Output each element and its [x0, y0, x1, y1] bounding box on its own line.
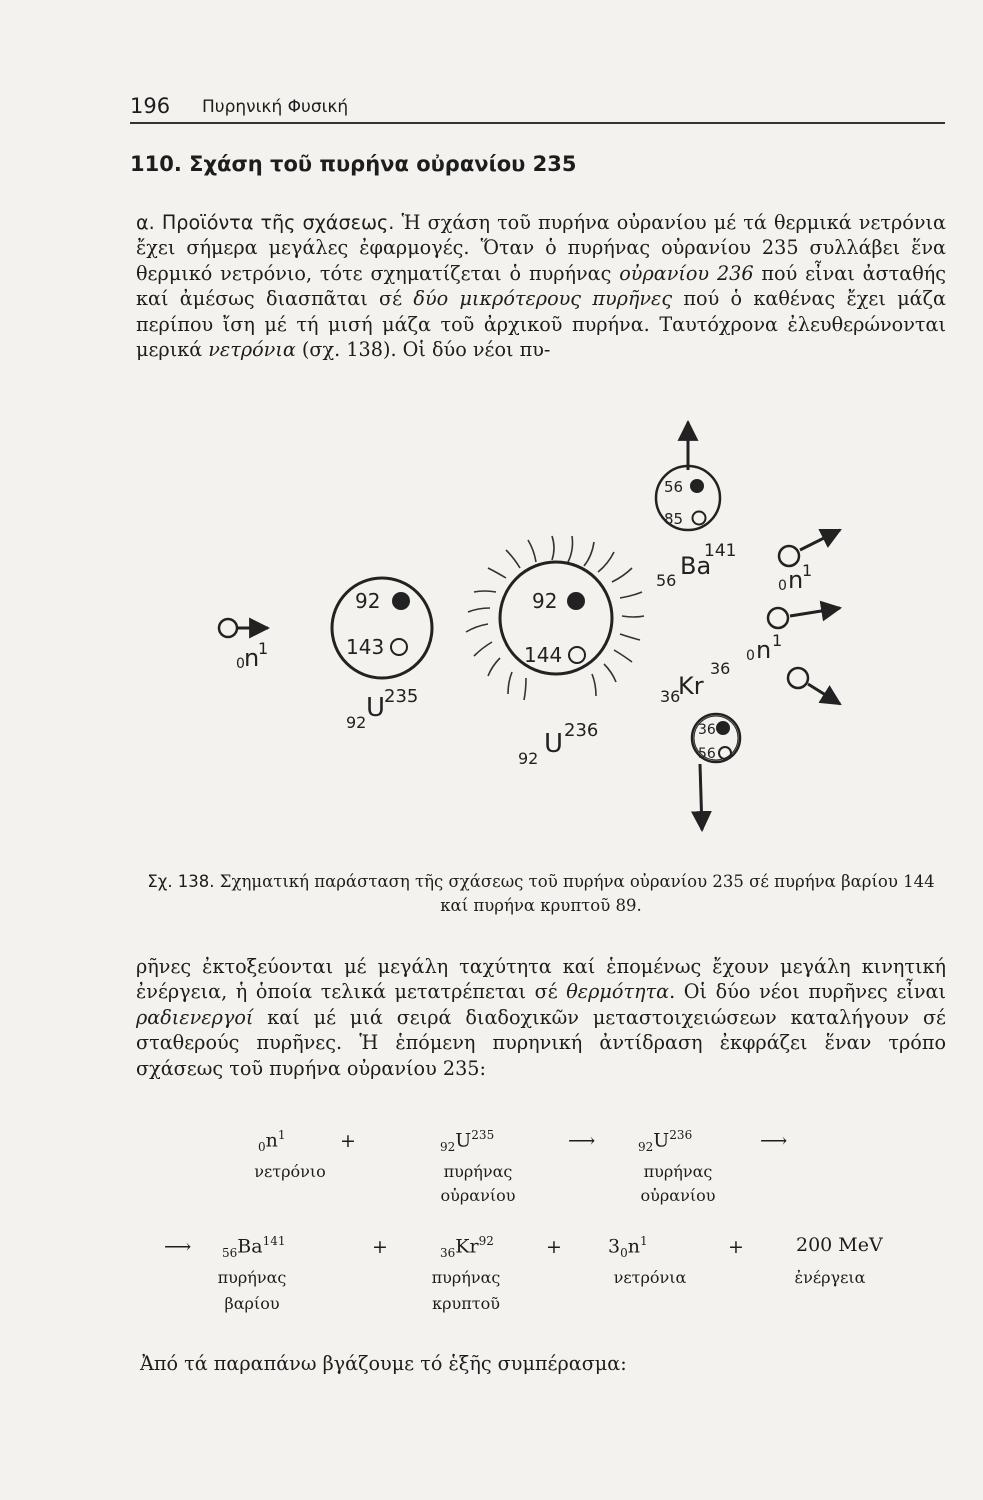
kr-z-label: 36 [710, 659, 731, 678]
krypton-fragment [660, 659, 740, 830]
u235-mass: 235 [384, 686, 419, 707]
ba-protons: 56 [664, 478, 684, 496]
neutron-mass: 1 [258, 639, 269, 658]
u236-nucleus [466, 536, 644, 768]
text: (σχ. 138). Οἱ δύο νέοι πυ- [295, 338, 551, 362]
text: πού εἶναι ἀσταθής καί ἀμέσως διασπᾶται σέ [136, 261, 946, 311]
term-energy: 200 MeV [796, 1234, 883, 1256]
text: . Οἱ δύο νέοι πυρῆνες εἶναι [669, 980, 946, 1004]
figure-caption [136, 870, 946, 918]
emitted-neutron-1 [778, 530, 840, 594]
u236-mass: 236 [564, 720, 599, 741]
term-u236: $_{92}U^{236}$ [638, 1128, 693, 1155]
label-uranium: οὐρανίου [440, 1186, 516, 1205]
kr-z: 36 [660, 687, 681, 706]
label-energy: ἐνέργεια [794, 1268, 866, 1287]
caption-label: Σχ. 138. [147, 872, 215, 891]
label-nucleus: πυρήνας [217, 1268, 287, 1287]
proton-dot [392, 592, 410, 610]
neutron-symbol: n [788, 566, 804, 594]
arrow: ⟶ [568, 1130, 596, 1152]
ba-symbol: Ba [680, 552, 712, 580]
ba-mass: 141 [704, 541, 737, 561]
term-three-neutrons: $3_0n^1$ [608, 1234, 648, 1261]
term-neutron: $_0n^1$ [258, 1128, 286, 1155]
proton-dot [690, 479, 704, 493]
label-nucleus: πυρήνας [643, 1162, 713, 1181]
emph-radioactive: ραδιενεργοί [136, 1005, 254, 1029]
arrow: ⟶ [760, 1130, 788, 1152]
emph-uranium236: οὐρανίου 236 [619, 261, 754, 285]
neutron-symbol: n [756, 636, 772, 664]
paragraph-fragments [136, 954, 946, 1081]
ba-z: 56 [656, 571, 677, 590]
incoming-neutron [219, 619, 268, 672]
arrow: ⟶ [164, 1236, 192, 1258]
u235-nucleus [332, 578, 432, 732]
emph-neutrons: νετρόνια [208, 338, 296, 362]
text: Ἡ σχάση τοῦ πυρήνα οὐρανίου μέ τά θερμικά νετρόνια ἔχει σήμερα μεγάλες ἐφαρμογές. Ὅταν ὁ πυρήνας οὐρανίου 235 συλλάβει ἕνα θερμικό νετρόνιο, τότε σχηματίζεται ὁ πυρήνας [136, 211, 946, 285]
u235-protons: 92 [355, 589, 381, 613]
neutron-z: 0 [746, 648, 755, 664]
barium-fragment [656, 422, 736, 590]
label-nucleus: πυρήνας [431, 1268, 501, 1287]
term-u235: $_{92}U^{235}$ [440, 1128, 495, 1155]
neutron-dot [391, 639, 407, 655]
fission-diagram [200, 410, 940, 850]
page-number: 196 [130, 94, 171, 118]
neutron-z: 0 [778, 578, 787, 594]
text: καί μέ μιά σειρά διαδοχικῶν μεταστοιχειώσεων καταλήγουν σέ σταθερούς πυρῆνες. Ἡ ἑπόμενη πυρηνική ἀντίδραση ἐκφράζει ἕναν τρόπο σχάσεως τοῦ πυρήνα οὐρανίου 235: [136, 1005, 946, 1080]
u236-protons: 92 [532, 589, 558, 613]
sub-heading: α. Προϊόντα τῆς σχάσεως. [136, 211, 395, 234]
label-uranium: οὐρανίου [640, 1186, 716, 1205]
plus-sign: + [372, 1236, 388, 1258]
conclusion-line: Ἀπό τά παραπάνω βγάζουμε τό ἑξῆς συμπέρασμα: [140, 1352, 627, 1375]
emph-heat: θερμότητα [566, 980, 670, 1004]
label-barium: βαρίου [224, 1294, 280, 1313]
ba-neutrons: 85 [664, 510, 684, 528]
u236-symbol: U [544, 729, 564, 759]
label-nucleus: πυρήνας [443, 1162, 513, 1181]
kr-symbol: Kr [678, 672, 704, 700]
u235-z: 92 [346, 713, 367, 732]
u236-neutrons: 144 [524, 643, 563, 667]
term-krypton: $_{36}Kr^{92}$ [440, 1234, 494, 1261]
emitted-neutron-3 [788, 668, 840, 704]
proton-dot [567, 592, 585, 610]
neutron-mass: 1 [802, 561, 813, 580]
text: πού ὁ καθένας ἔχει μάζα περίπου ἴση μέ τή μισή μάζα τοῦ ἀρχικοῦ πυρήνα. Ταυτόχρονα ἐλευθερώνονται μερικά [136, 287, 946, 362]
plus-sign: + [546, 1236, 562, 1258]
emph-two-nuclei: δύο μικρότερους πυρῆνες [413, 287, 673, 311]
neutron-symbol: n [244, 644, 260, 672]
kr-protons: 36 [698, 722, 716, 738]
proton-dot [716, 721, 730, 735]
term-barium: $_{56}Ba^{141}$ [222, 1234, 286, 1261]
neutron-dot [719, 747, 731, 759]
neutron-dot [693, 512, 706, 525]
label-neutrons: νετρόνια [613, 1268, 687, 1287]
caption-text: Σχηματική παράσταση τῆς σχάσεως τοῦ πυρήνα οὐρανίου 235 σέ πυρήνα βαρίου 144 καί πυρήνα κρυπτοῦ 89. [214, 872, 935, 915]
plus-sign: + [340, 1130, 356, 1152]
plus-sign: + [728, 1236, 744, 1258]
kr-neutrons: 56 [698, 746, 716, 762]
u235-neutrons: 143 [346, 635, 385, 659]
label-krypton: κρυπτοῦ [432, 1294, 500, 1313]
neutron-z: 0 [236, 656, 245, 672]
u235-symbol: U [366, 693, 386, 723]
neutron-mass: 1 [772, 631, 783, 650]
neutron-dot [569, 647, 585, 663]
u236-z: 92 [518, 749, 539, 768]
paragraph-fission-products [136, 210, 946, 362]
label-neutron: νετρόνιο [254, 1162, 326, 1181]
running-title: Πυρηνική Φυσική [202, 97, 349, 117]
text: ρῆνες ἐκτοξεύονται μέ μεγάλη ταχύτητα καί ἑπομένως ἔχουν μεγάλη κινητική ἐνέργεια, ἡ ὁποία τελικά μετατρέπεται σέ [136, 955, 946, 1004]
section-title: 110. Σχάση τοῦ πυρήνα οὐρανίου 235 [130, 152, 577, 176]
page-header [130, 92, 945, 124]
emitted-neutron-2 [746, 608, 840, 664]
